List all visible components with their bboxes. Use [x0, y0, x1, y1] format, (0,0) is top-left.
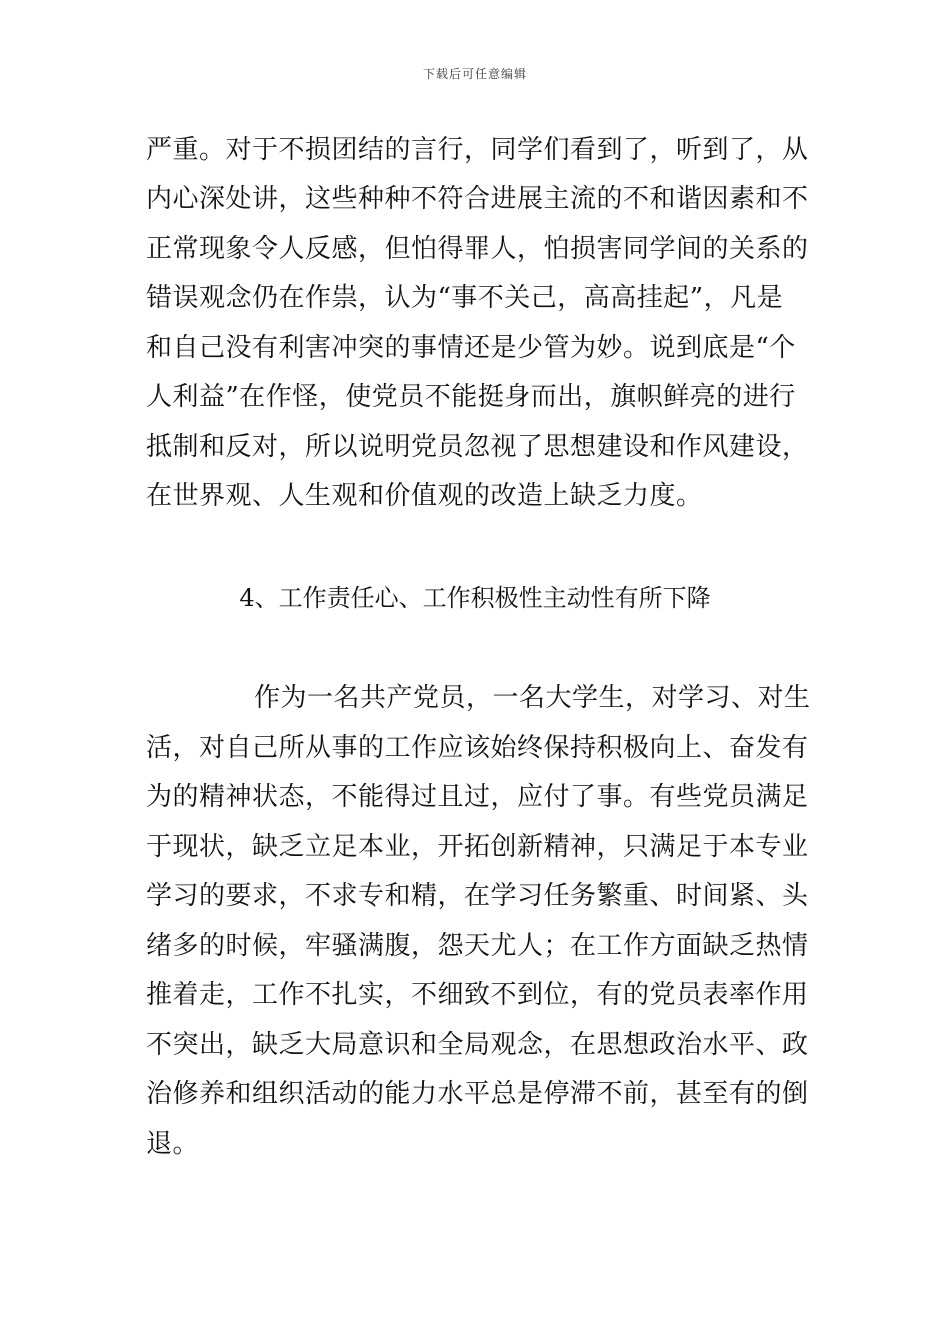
header-note: 下载后可任意编辑 — [422, 67, 527, 81]
section-heading: 4、工作责任心、工作积极性主动性有所下降 — [239, 584, 711, 612]
paragraph-line: 和自己没有利害冲突的事情还是少管为妙。说到底是“个 — [146, 333, 796, 363]
paragraph-line: 绪多的时候，牢骚满腹，怨天尤人；在工作方面缺乏热情 — [146, 931, 809, 961]
paragraph-line: 严重。对于不损团结的言行，同学们看到了，听到了，从 — [146, 135, 809, 165]
paragraph-line: 学习的要求，不求专和精，在学习任务繁重、时间紧、头 — [146, 881, 809, 911]
paragraph-line: 内心深处讲，这些种种不符合进展主流的不和谐因素和不 — [146, 184, 809, 214]
paragraph-line: 于现状，缺乏立足本业，开拓创新精神，只满足于本专业 — [146, 832, 809, 862]
paragraph-line: 活，对自己所从事的工作应该始终保持积极向上、奋发有 — [146, 733, 809, 763]
paragraph-line: 为的精神状态，不能得过且过，应付了事。有些党员满足 — [146, 782, 809, 812]
paragraph-line: 错误观念仍在作祟，认为“事不关己，高高挂起”，凡是 — [146, 283, 784, 313]
paragraph-line: 正常现象令人反感，但怕得罪人，怕损害同学间的关系的 — [146, 234, 809, 264]
paragraph-line: 不突出，缺乏大局意识和全局观念，在思想政治水平、政 — [146, 1030, 809, 1060]
paragraph-line: 治修养和组织活动的能力水平总是停滞不前，甚至有的倒 — [146, 1079, 809, 1109]
paragraph-line: 在世界观、人生观和价值观的改造上缺乏力度。 — [146, 481, 703, 511]
paragraph-line: 作为一名共产党员，一名大学生，对学习、对生 — [254, 683, 811, 713]
paragraph-line: 退。 — [146, 1129, 200, 1159]
paragraph-line: 推着走，工作不扎实，不细致不到位，有的党员表率作用 — [146, 980, 809, 1010]
paragraph-line: 人利益”在作怪，使党员不能挺身而出，旗帜鲜亮的进行 — [146, 382, 796, 412]
paragraph-line: 抵制和反对，所以说明党员忽视了思想建设和作风建设， — [146, 432, 809, 462]
